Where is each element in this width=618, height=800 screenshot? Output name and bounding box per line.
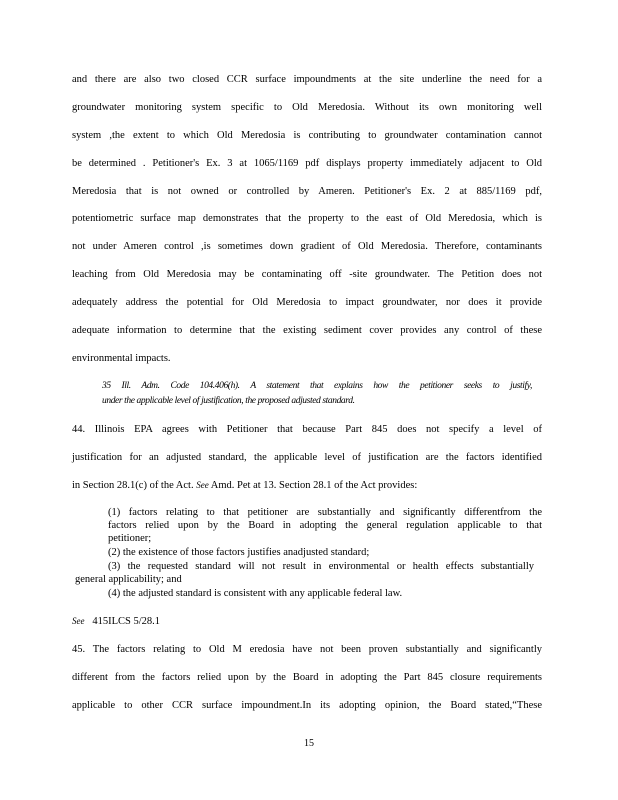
text-line: leaching from Old Meredosia may be contaminating off -site groundwater. The Petition does not [72,269,542,280]
text-line: be determined . Petitioner's Ex. 3 at 1065/1169 pdf displays property immediately adjacent to Old [72,158,542,169]
quote-line: (3) the requested standard will not result in environmental or health effects substantially [108,561,534,572]
text-line: potentiometric surface map demonstrates that the property to the east of Old Meredosia, which is [72,213,542,224]
quote-line: general applicability; and [75,574,182,585]
text-line: and there are also two closed CCR surface impoundments at the site underline the need for a [72,74,542,85]
text-line: adequately address the potential for Old Meredosia to impact groundwater, nor does it provide [72,297,542,308]
text-fragment: in Section 28.1(c) of the Act. [72,480,194,491]
text-line: different from the factors relied upon by the Board in adopting the Part 845 closure requirements [72,672,542,683]
quote-line: (1) factors relating to that petitioner are substantially and significantly differentfrom the [108,507,542,518]
text-line: 45. The factors relating to Old M eredosia have not been proven substantially and significantly [72,644,542,655]
text-line: not under Ameren control ,is sometimes down gradient of Old Meredosia. Therefore, contaminants [72,241,542,252]
citation-text: 415ILCS 5/28.1 [92,616,161,627]
text-line: Meredosia that is not owned or controlled by Ameren. Petitioner's Ex. 2 at 885/1169 pdf, [72,186,542,197]
text-line [72,478,417,493]
see-signal: See [72,616,85,626]
quote-line: factors relied upon by the Board in adopting the general regulation applicable to that [108,520,542,531]
quote-line: petitioner; [108,533,152,544]
text-fragment: Amd. Pet at 13. Section 28.1 of the Act provides: [210,480,418,491]
page-number: 15 [304,738,314,749]
text-line: applicable to other CCR surface impoundment.In its adopting opinion, the Board stated,“These [72,700,542,711]
quote-line: (4) the adjusted standard is consistent with any applicable federal law. [108,588,403,599]
text-line: system ,the extent to which Old Meredosia is contributing to groundwater contamination cannot [72,130,542,141]
text-line: groundwater monitoring system specific to Old Meredosia. Without its own monitoring well [72,102,542,113]
heading-line: under the applicable level of justification, the proposed adjusted standard. [102,396,355,406]
citation [72,615,160,628]
see-signal: See [196,480,209,490]
text-line: adequate information to determine that the existing sediment cover provides any control of these [72,325,542,336]
text-line: 44. Illinois EPA agrees with Petitioner that because Part 845 does not specify a level of [72,424,542,435]
text-line: justification for an adjusted standard, the applicable level of justification are the factors identified [72,452,542,463]
heading-line: 35 Ill. Adm. Code 104.406(h). A statement that explains how the petitioner seeks to justify, [102,381,532,391]
text-line: environmental impacts. [72,353,171,364]
quote-line: (2) the existence of those factors justifies anadjusted standard; [108,547,370,558]
